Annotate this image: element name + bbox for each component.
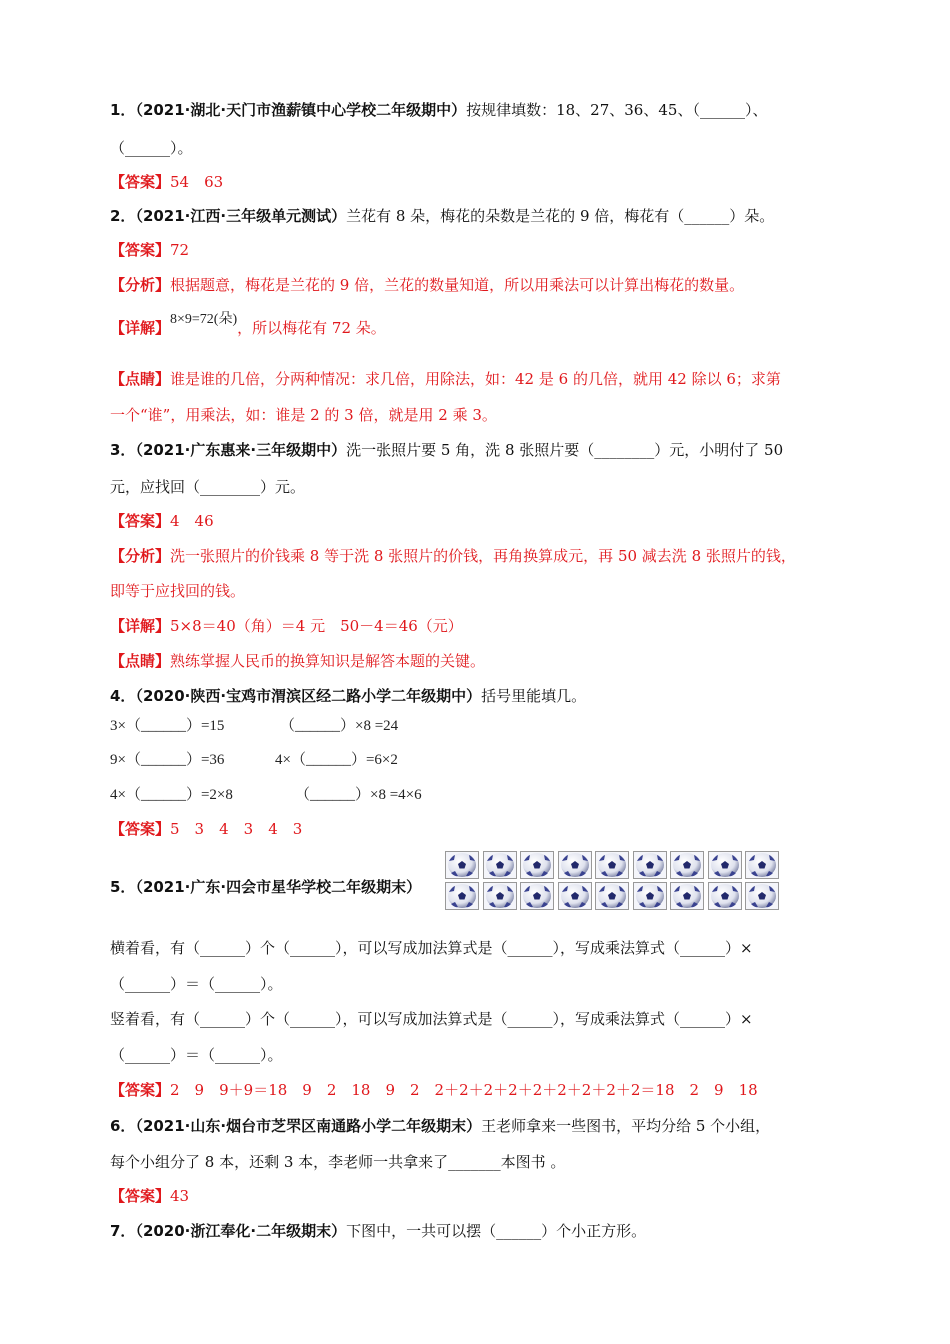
answer-text: 72 [170,241,190,259]
question-text: 括号里能填几。 [481,687,587,705]
analysis-3-cont [110,581,850,601]
answer-tag: 【答案】 [110,173,171,191]
question-text: （______）＝（______）。 [110,975,283,993]
soccer-ball-icon [633,851,667,879]
answer-text: 4 46 [170,512,214,530]
tip-tag: 【点睛】 [110,652,171,670]
tip-text: 熟练掌握人民币的换算知识是解答本题的关键。 [170,652,486,670]
analysis-tag: 【分析】 [110,547,171,565]
question-text: 洗一张照片要 5 角，洗 8 张照片要（________）元，小明付了 50 [346,441,784,459]
equation-row-2 [110,750,850,770]
question-text: 元，应找回（________）元。 [110,478,306,496]
equation: 4×（______）=2×8 [110,787,233,803]
question-5-line-1 [110,938,850,958]
tip-2 [110,369,850,389]
question-7 [110,1221,850,1241]
soccer-ball-icon [670,882,704,910]
question-source: （2021·广东·四会市星华学校二年级期末） [135,878,422,896]
question-number: 7． [110,1222,136,1240]
question-number: 2． [110,207,136,225]
analysis-2 [110,275,850,295]
question-source: （2020·浙江奉化·二年级期末） [135,1222,347,1240]
soccer-ball-icon [670,851,704,879]
answer-tag: 【答案】 [110,1081,171,1099]
question-1-cont [110,138,850,158]
question-text: 兰花有 8 朵，梅花的朵数是兰花的 9 倍，梅花有（______）朵。 [346,207,775,225]
soccer-ball-icon [595,851,629,879]
question-number: 4． [110,687,136,705]
answer-tag: 【答案】 [110,1187,171,1205]
question-3 [110,440,850,460]
detail-text: 5×8＝40（角）＝4 元 50－4＝46（元） [170,617,463,635]
soccer-ball-icon [558,882,592,910]
equation-row-3 [110,785,850,805]
answer-text: 5 3 4 3 4 3 [170,820,303,838]
question-number: 3． [110,441,136,459]
answer-1 [110,172,850,192]
question-source: （2021·广东惠来·三年级期中） [135,441,347,459]
equation: 4×（______）=6×2 [275,752,398,768]
soccer-ball-icon [558,851,592,879]
detail-tag: 【详解】 [110,319,171,337]
soccer-ball-icon [520,851,554,879]
tip-text: 一个“谁”，用乘法，如：谁是 2 的 3 倍，就是用 2 乘 3。 [110,406,497,424]
question-text: （______）。 [110,139,193,157]
soccer-ball-grid [445,851,785,913]
question-source: （2020·陕西·宝鸡市渭滨区经二路小学二年级期中） [135,687,482,705]
tip-3 [110,651,850,671]
soccer-ball-icon [445,851,479,879]
soccer-ball-icon [520,882,554,910]
question-source: （2021·湖北·天门市渔薪镇中心学校二年级期中） [135,101,467,119]
answer-4 [110,819,850,839]
detail-tag: 【详解】 [110,617,171,635]
question-5-line-3 [110,1009,850,1029]
answer-tag: 【答案】 [110,241,171,259]
soccer-ball-icon [483,882,517,910]
answer-tag: 【答案】 [110,820,171,838]
question-text: 王老师拿来一些图书，平均分给 5 个小组， [481,1117,771,1135]
question-number: 5． [110,878,136,896]
answer-5 [110,1080,850,1100]
equation: 9×（______）=36 [110,752,225,768]
question-text: （______）＝（______）。 [110,1046,283,1064]
question-2 [110,206,850,226]
equation: 3×（______）=15 [110,718,225,734]
soccer-ball-icon [595,882,629,910]
answer-text: 2 9 9＋9＝18 9 2 18 9 2 2＋2＋2＋2＋2＋2＋2＋2＋2＝18 2 9 18 [170,1081,758,1099]
soccer-ball-icon [745,851,779,879]
soccer-ball-icon [483,851,517,879]
question-3-cont [110,477,850,497]
question-source: （2021·江西·三年级单元测试） [135,207,347,225]
detail-text: ，所以梅花有 72 朵。 [237,319,386,337]
answer-text: 43 [170,1187,190,1205]
answer-6 [110,1186,850,1206]
detail-2 [110,312,850,340]
answer-tag: 【答案】 [110,512,171,530]
question-5-line-2 [110,974,850,994]
equation-row-1 [110,716,850,736]
tip-tag: 【点睛】 [110,370,171,388]
soccer-ball-icon [445,882,479,910]
soccer-ball-icon [708,851,742,879]
analysis-text: 洗一张照片的价钱乘 8 等于洗 8 张照片的价钱，再角换算成元，再 50 减去洗 8 张照片的钱， [170,547,796,565]
equation: （______）×8 =24 [280,718,399,734]
analysis-3 [110,546,850,566]
question-4 [110,686,850,706]
question-6-cont [110,1152,850,1172]
question-5-line-4 [110,1045,850,1065]
question-text: 每个小组分了 8 本，还剩 3 本，李老师一共拿来了_______本图书 。 [110,1153,566,1171]
analysis-text: 根据题意，梅花是兰花的 9 倍，兰花的数量知道，所以用乘法可以计算出梅花的数量。 [170,276,745,294]
detail-formula: 8×9=72(朵) [170,312,238,327]
answer-3 [110,511,850,531]
question-text: 竖着看，有（______）个（______），可以写成加法算式是（______），写成乘法算式（______）× [110,1010,753,1028]
question-text: 横着看，有（______）个（______），可以写成加法算式是（______），写成乘法算式（______）× [110,939,753,957]
tip-2-cont [110,405,850,425]
question-text: 下图中，一共可以摆（______）个小正方形。 [346,1222,647,1240]
question-number: 1． [110,101,136,119]
answer-text: 54 63 [170,173,224,191]
question-number: 6． [110,1117,136,1135]
question-source: （2021·山东·烟台市芝罘区南通路小学二年级期末） [135,1117,482,1135]
equation: （______）×8 =4×6 [295,787,422,803]
analysis-tag: 【分析】 [110,276,171,294]
analysis-text: 即等于应找回的钱。 [110,582,246,600]
soccer-ball-icon [633,882,667,910]
question-6 [110,1116,850,1136]
question-1 [110,100,850,120]
tip-text: 谁是谁的几倍，分两种情况：求几倍，用除法，如：42 是 6 的几倍，就用 42 除以 6；求第 [170,370,781,388]
soccer-ball-icon [708,882,742,910]
detail-3 [110,616,850,636]
question-text: 按规律填数：18、27、36、45、（______）、 [466,101,768,119]
answer-2 [110,240,850,260]
soccer-ball-icon [745,882,779,910]
